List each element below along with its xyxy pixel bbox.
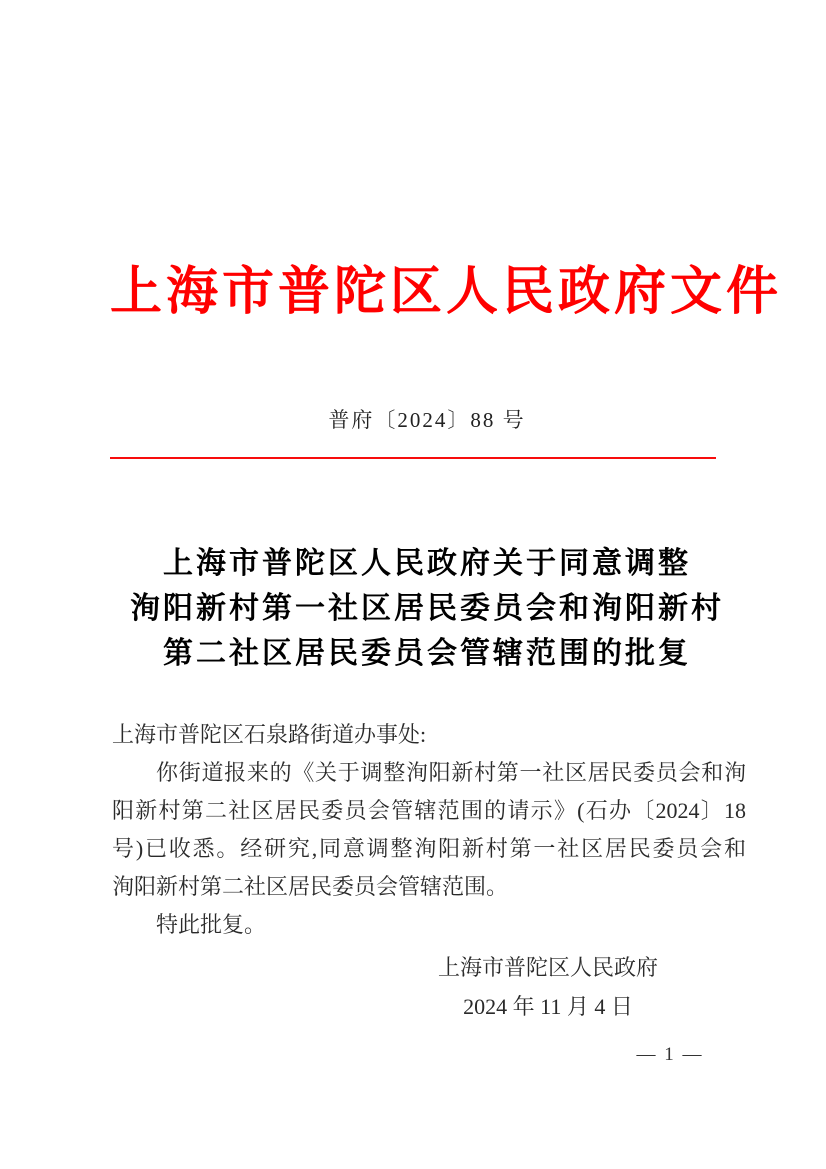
signature-date: 2024 年 11 月 4 日 bbox=[463, 994, 633, 1019]
addressee-line: 上海市普陀区石泉路街道办事处: bbox=[112, 722, 427, 747]
signature-organization: 上海市普陀区人民政府 bbox=[437, 955, 658, 980]
letterhead-title: 上海市普陀区人民政府文件 bbox=[110, 264, 783, 321]
page-number: — 1 — bbox=[636, 1044, 704, 1065]
body-line: 阳新村第二社区居民委员会管辖范围的请示》(石办〔2024〕18 bbox=[112, 798, 746, 823]
body-line: 你街道报来的《关于调整洵阳新村第一社区居民委员会和洵 bbox=[156, 760, 746, 785]
document-body bbox=[112, 716, 746, 944]
document-title-line-2: 洵阳新村第一社区居民委员会和洵阳新村 bbox=[130, 592, 724, 625]
signature-block bbox=[380, 948, 716, 1026]
body-line: 洵阳新村第二社区居民委员会管辖范围。 bbox=[112, 874, 509, 899]
body-line: 号)已收悉。经研究,同意调整洵阳新村第一社区居民委员会和 bbox=[112, 836, 746, 861]
document-number: 普府〔2024〕88 号 bbox=[328, 408, 526, 432]
document-title bbox=[110, 541, 744, 676]
red-divider-rule bbox=[110, 457, 716, 459]
document-title-line-3: 第二社区居民委员会管辖范围的批复 bbox=[163, 637, 691, 670]
document-title-line-1: 上海市普陀区人民政府关于同意调整 bbox=[163, 547, 691, 580]
closing-line: 特此批复。 bbox=[156, 912, 267, 937]
